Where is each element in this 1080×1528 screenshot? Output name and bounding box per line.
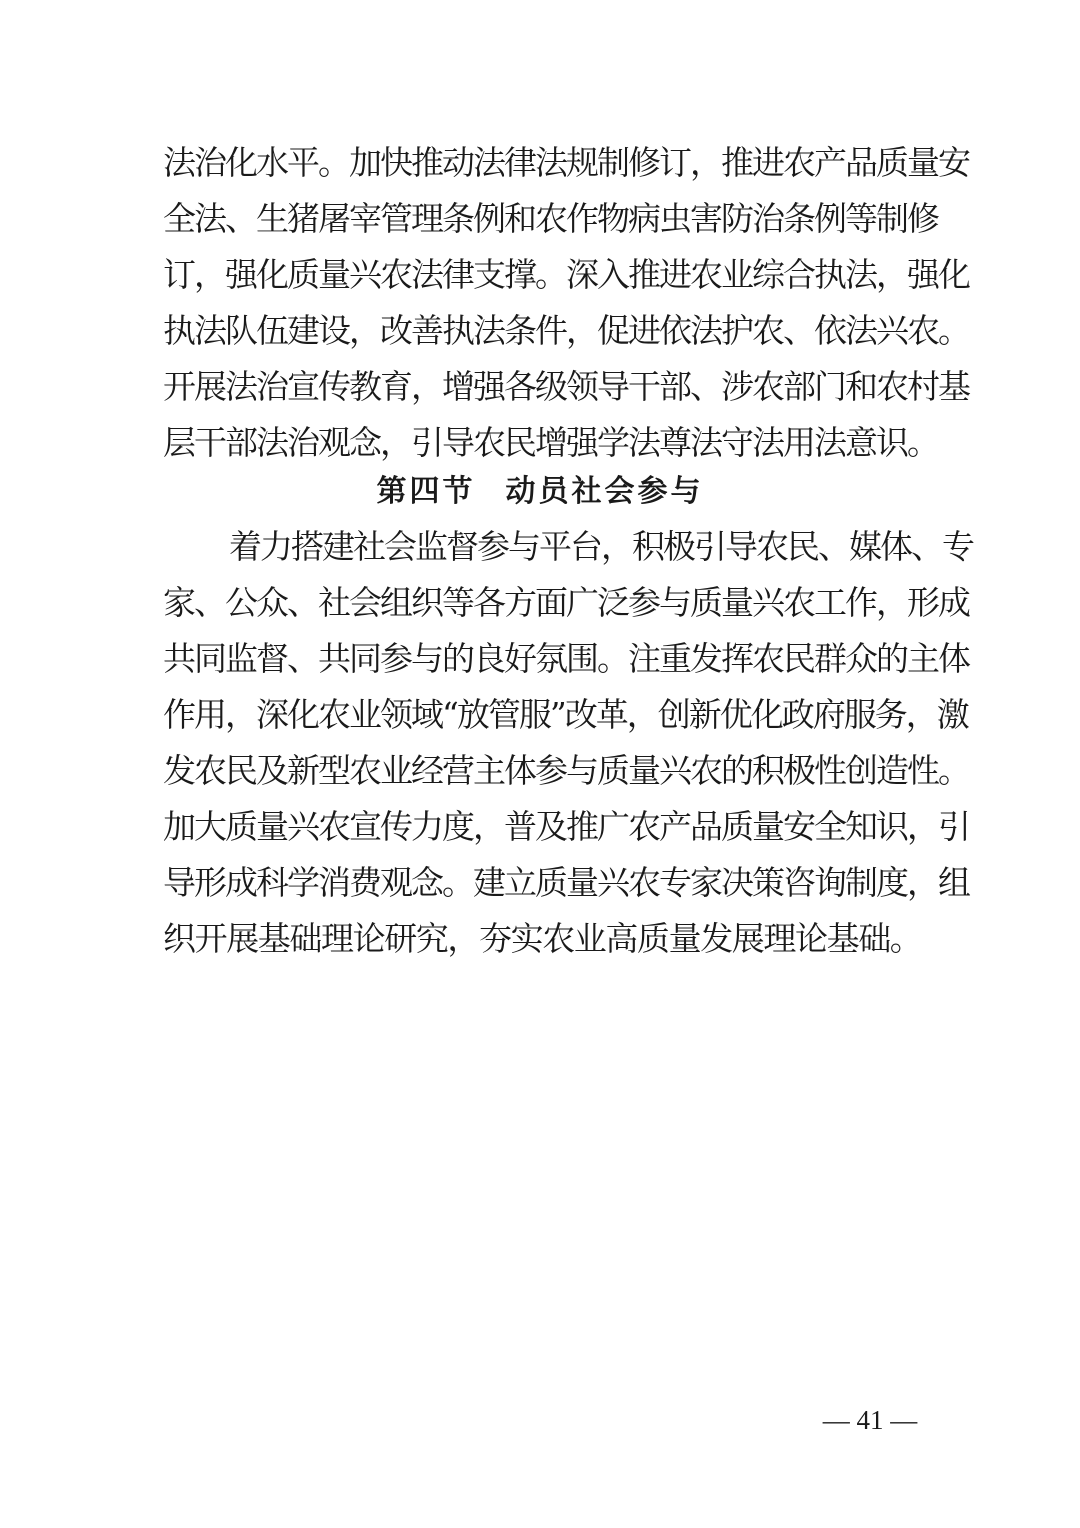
section-heading	[0, 467, 1080, 517]
text-line: 共同监督、共同参与的良好氛围。注重发挥农民群众的主体	[163, 639, 969, 678]
text-line: 全法、生猪屠宰管理条例和农作物病虫害防治条例等制修	[163, 199, 938, 238]
text-line: 导形成科学消费观念。建立质量兴农专家决策咨询制度，组	[163, 863, 969, 902]
text-line: 织开展基础理论研究，夯实农业高质量发展理论基础。	[163, 919, 922, 958]
section-title: 动员社会参与	[505, 474, 704, 509]
text-line: 开展法治宣传教育，增强各级领导干部、涉农部门和农村基	[163, 367, 969, 406]
text-line: 法治化水平。加快推动法律法规制修订，推进农产品质量安	[163, 143, 969, 182]
text-line: 层干部法治观念，引导农民增强学法尊法守法用法意识。	[163, 423, 938, 462]
text-line: 家、公众、社会组织等各方面广泛参与质量兴农工作，形成	[163, 583, 969, 622]
page-number: — 41 —	[822, 1405, 918, 1435]
text-line: 加大质量兴农宣传力度，普及推广农产品质量安全知识，引	[163, 807, 969, 846]
text-line: 执法队伍建设，改善执法条件，促进依法护农、依法兴农。	[163, 311, 969, 350]
paragraph-social-participation	[163, 519, 973, 967]
text-line: 发农民及新型农业经营主体参与质量兴农的积极性创造性。	[163, 751, 969, 790]
paragraph-legal-system	[163, 135, 969, 471]
text-line: 着力搭建社会监督参与平台，积极引导农民、媒体、专	[229, 527, 973, 566]
text-line: 作用，深化农业领域“放管服”改革，创新优化政府服务，激	[163, 695, 968, 734]
section-number: 第四节	[376, 474, 476, 509]
text-line: 订，强化质量兴农法律支撑。深入推进农业综合执法，强化	[163, 255, 969, 294]
